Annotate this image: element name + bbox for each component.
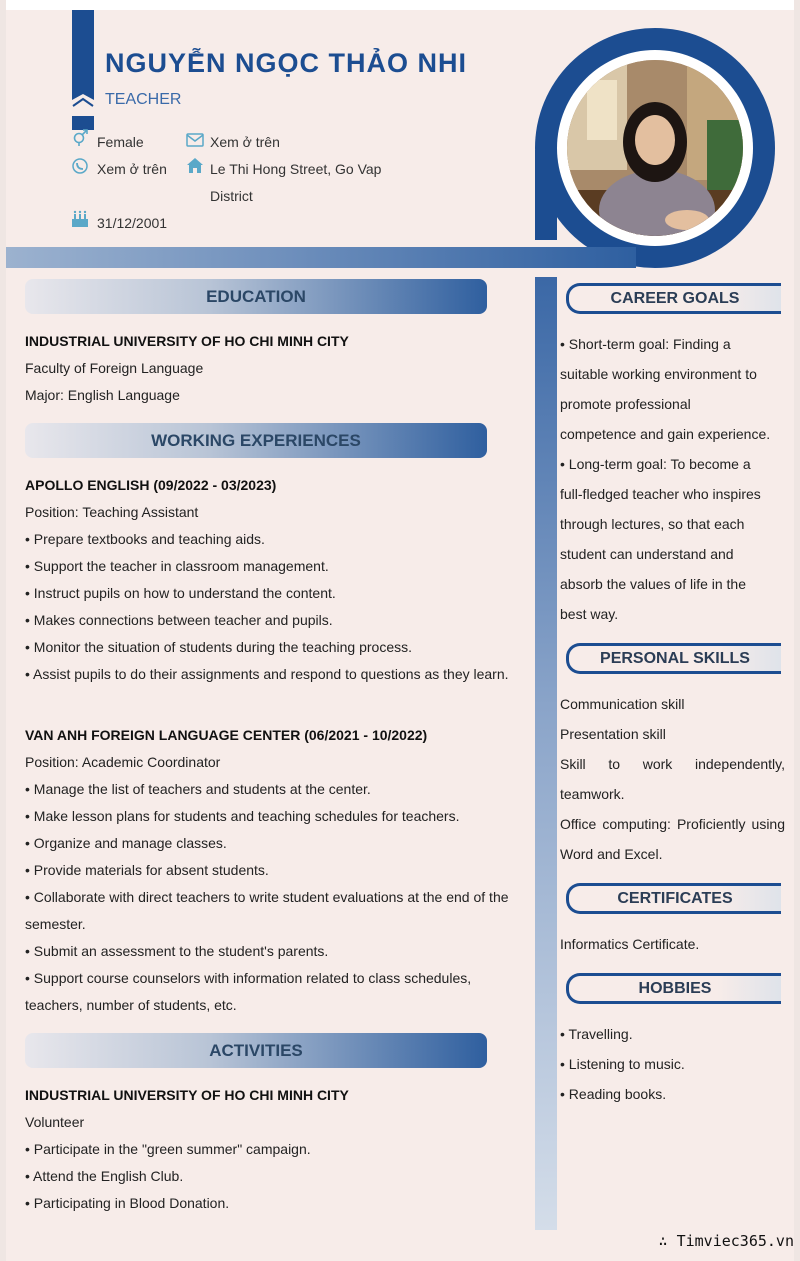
education-section [25,328,525,409]
brand-name: Timviec365.vn [676,1232,794,1250]
personal-skills-section [560,689,785,869]
job-1-bullet: • Monitor the situation of students during the teaching process. [25,639,413,655]
job-2-bullet: • Manage the list of teachers and students at the center. [25,781,371,797]
skill-item: Presentation skill [560,726,666,742]
hobby-item: • Reading books. [560,1086,667,1102]
job-title: TEACHER [105,91,182,108]
job-1-position: Position: Teaching Assistant [25,504,199,520]
skill-item: Communication skill [560,696,685,712]
job-2-title: VAN ANH FOREIGN LANGUAGE CENTER (06/2021 - 10/2022) [25,727,428,743]
activities-heading: ACTIVITIES [25,1033,487,1068]
job-1-title: APOLLO ENGLISH (09/2022 - 03/2023) [25,477,277,493]
activities-bullet: • Participate in the "green summer" campaign. [25,1141,311,1157]
career-goals-line: • Long-term goal: To become a [560,456,751,472]
career-goals-line: absorb the values of life in the [560,576,747,592]
job-1-bullet: • Makes connections between teacher and pupils. [25,612,333,628]
experience-job-1 [25,472,515,688]
career-goals-line: promote professional [560,396,691,412]
profile-photo [567,60,743,236]
activities-bullet: • Attend the English Club. [25,1168,184,1184]
birthday-cake-icon [71,210,89,228]
sidebar-divider-bar [535,277,557,1230]
job-2-bullet: • Support course counselors with information related to class schedules, teachers, number of students, etc. [25,970,472,1013]
career-goals-line: student can understand and [560,546,734,562]
page-right-border [794,0,800,1261]
photo-frame-stem [535,150,557,240]
activities-org: INDUSTRIAL UNIVERSITY OF HO CHI MINH CITY [25,1087,349,1103]
activities-bullet: • Participating in Blood Donation. [25,1195,230,1211]
phone-value: Xem ở trên [97,161,167,177]
birthday-value: 31/12/2001 [97,215,168,231]
education-school: INDUSTRIAL UNIVERSITY OF HO CHI MINH CITY [25,333,349,349]
email-icon [186,131,204,149]
experience-heading: WORKING EXPERIENCES [25,423,487,458]
email-value: Xem ở trên [210,134,280,150]
career-goals-line: full-fledged teacher who inspires [560,486,761,502]
job-2-bullet: • Provide materials for absent students. [25,862,269,878]
hobby-item: • Travelling. [560,1026,633,1042]
header-divider-bar [6,247,636,268]
activities-section [25,1082,525,1217]
home-icon [186,157,204,175]
address-line-1: Le Thi Hong Street, Go Vap [210,161,382,177]
phone-icon [71,157,89,175]
education-faculty: Faculty of Foreign Language [25,360,204,376]
job-2-bullet: • Make lesson plans for students and teaching schedules for teachers. [25,808,460,824]
job-2-bullet: • Organize and manage classes. [25,835,227,851]
certificates-section [560,929,785,959]
certificates-heading: CERTIFICATES [566,883,781,914]
job-1-bullet: • Assist pupils to do their assignments and respond to questions as they learn. [25,666,509,682]
gender-icon [71,128,89,146]
brand-logo-icon: ∴ [658,1232,677,1250]
education-heading: EDUCATION [25,279,487,314]
personal-skills-heading: PERSONAL SKILLS [566,643,781,674]
career-goals-line: through lectures, so that each [560,516,745,532]
job-1-bullet: • Instruct pupils on how to understand the content. [25,585,336,601]
career-goals-heading: CAREER GOALS [566,283,781,314]
gender-value: Female [97,134,144,150]
job-1-bullet: • Support the teacher in classroom management. [25,558,329,574]
career-goals-line: competence and gain experience. [560,426,771,442]
certificate-item: Informatics Certificate. [560,936,700,952]
career-goals-section [560,329,785,629]
activities-role: Volunteer [25,1114,85,1130]
career-goals-line: best way. [560,606,619,622]
skill-item: Office computing: Proficiently using Word and Excel. [560,816,785,862]
hobbies-heading: HOBBIES [566,973,781,1004]
job-1-bullet: • Prepare textbooks and teaching aids. [25,531,265,547]
page-left-border [0,0,6,1261]
hobby-item: • Listening to music. [560,1056,685,1072]
career-goals-line: • Short-term goal: Finding a [560,336,731,352]
address-value [210,156,381,210]
job-2-bullet: • Collaborate with direct teachers to write student evaluations at the end of the semester. [25,889,509,932]
job-2-bullet: • Submit an assessment to the student's parents. [25,943,329,959]
career-goals-line: suitable working environment to [560,366,757,382]
address-line-2: District [210,188,253,204]
footer-brand [659,1232,794,1250]
education-major: Major: English Language [25,387,180,403]
skill-item: Skill to work independently, teamwork. [560,756,785,802]
profile-photo-illustration [567,60,743,236]
candidate-name: NGUYỄN NGỌC THẢO NHI [105,48,468,78]
experience-job-2 [25,722,515,1019]
ribbon-chevron-icon [72,94,94,116]
page-top-border [0,0,800,10]
hobbies-section [560,1019,785,1109]
job-2-position: Position: Academic Coordinator [25,754,221,770]
